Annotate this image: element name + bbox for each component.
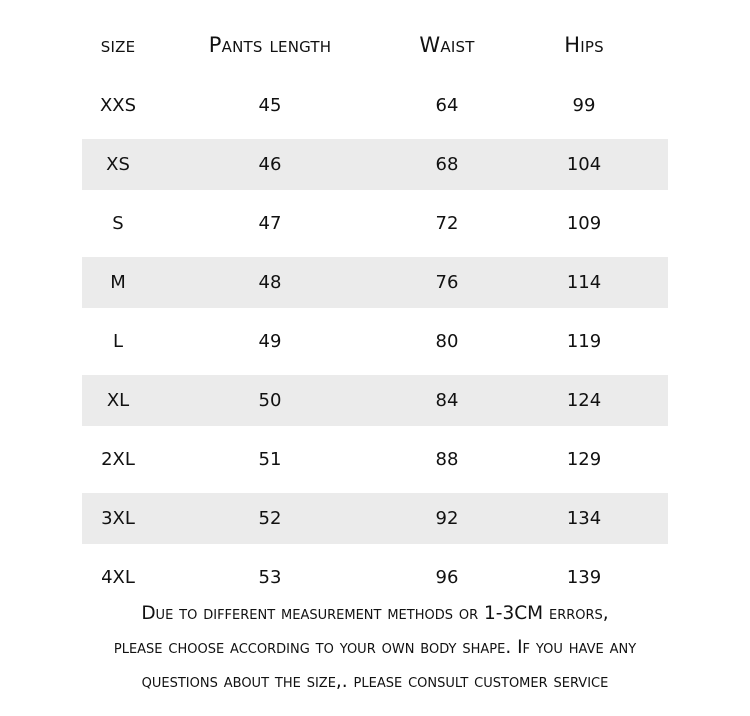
pants-length-cell: 45 — [258, 95, 282, 116]
waist-cell: 68 — [435, 154, 459, 175]
waist-cell: 80 — [435, 331, 459, 352]
header-pants-length: Pants length — [208, 33, 332, 57]
pants-length-cell: 51 — [258, 449, 282, 470]
waist-cell: 92 — [435, 508, 459, 529]
table-row — [82, 135, 668, 194]
pants-length-cell: 46 — [258, 154, 282, 175]
header-hips: Hips — [564, 33, 604, 57]
size-cell: 4XL — [101, 567, 135, 588]
header-waist: Waist — [419, 33, 475, 57]
waist-cell: 72 — [435, 213, 459, 234]
pants-length-cell: 52 — [258, 508, 282, 529]
table-row — [82, 253, 668, 312]
table-row — [82, 371, 668, 430]
size-cell: L — [112, 331, 124, 352]
pants-length-cell: 47 — [258, 213, 282, 234]
note-line: please choose according to your own body shape. If you have any — [113, 637, 637, 658]
note-line: questions about the size,. please consult customer service — [141, 671, 609, 692]
hips-cell: 134 — [566, 508, 602, 529]
waist-cell: 88 — [435, 449, 459, 470]
table-row — [82, 430, 668, 489]
size-cell: XXS — [99, 95, 137, 116]
header-size: size — [100, 33, 136, 57]
table-header-row — [82, 14, 668, 76]
pants-length-cell: 48 — [258, 272, 282, 293]
hips-cell: 104 — [566, 154, 602, 175]
table-row — [82, 489, 668, 548]
table-row — [82, 194, 668, 253]
pants-length-cell: 50 — [258, 390, 282, 411]
size-cell: S — [112, 213, 124, 234]
waist-cell: 84 — [435, 390, 459, 411]
table-row — [82, 312, 668, 371]
size-cell: 2XL — [101, 449, 135, 470]
size-cell: M — [110, 272, 126, 293]
waist-cell: 76 — [435, 272, 459, 293]
hips-cell: 99 — [572, 95, 596, 116]
hips-cell: 119 — [566, 331, 602, 352]
pants-length-cell: 49 — [258, 331, 282, 352]
note-line: Due to different measurement methods or 1-3CM errors, — [141, 603, 609, 624]
waist-cell: 64 — [435, 95, 459, 116]
waist-cell: 96 — [435, 567, 459, 588]
pants-length-cell: 53 — [258, 567, 282, 588]
measurement-note — [0, 597, 750, 699]
size-cell: 3XL — [101, 508, 135, 529]
hips-cell: 139 — [566, 567, 602, 588]
table-row — [82, 76, 668, 135]
size-cell: XL — [106, 390, 130, 411]
hips-cell: 109 — [566, 213, 602, 234]
size-cell: XS — [106, 154, 130, 175]
hips-cell: 114 — [566, 272, 602, 293]
size-chart-table — [82, 14, 668, 607]
hips-cell: 124 — [566, 390, 602, 411]
hips-cell: 129 — [566, 449, 602, 470]
